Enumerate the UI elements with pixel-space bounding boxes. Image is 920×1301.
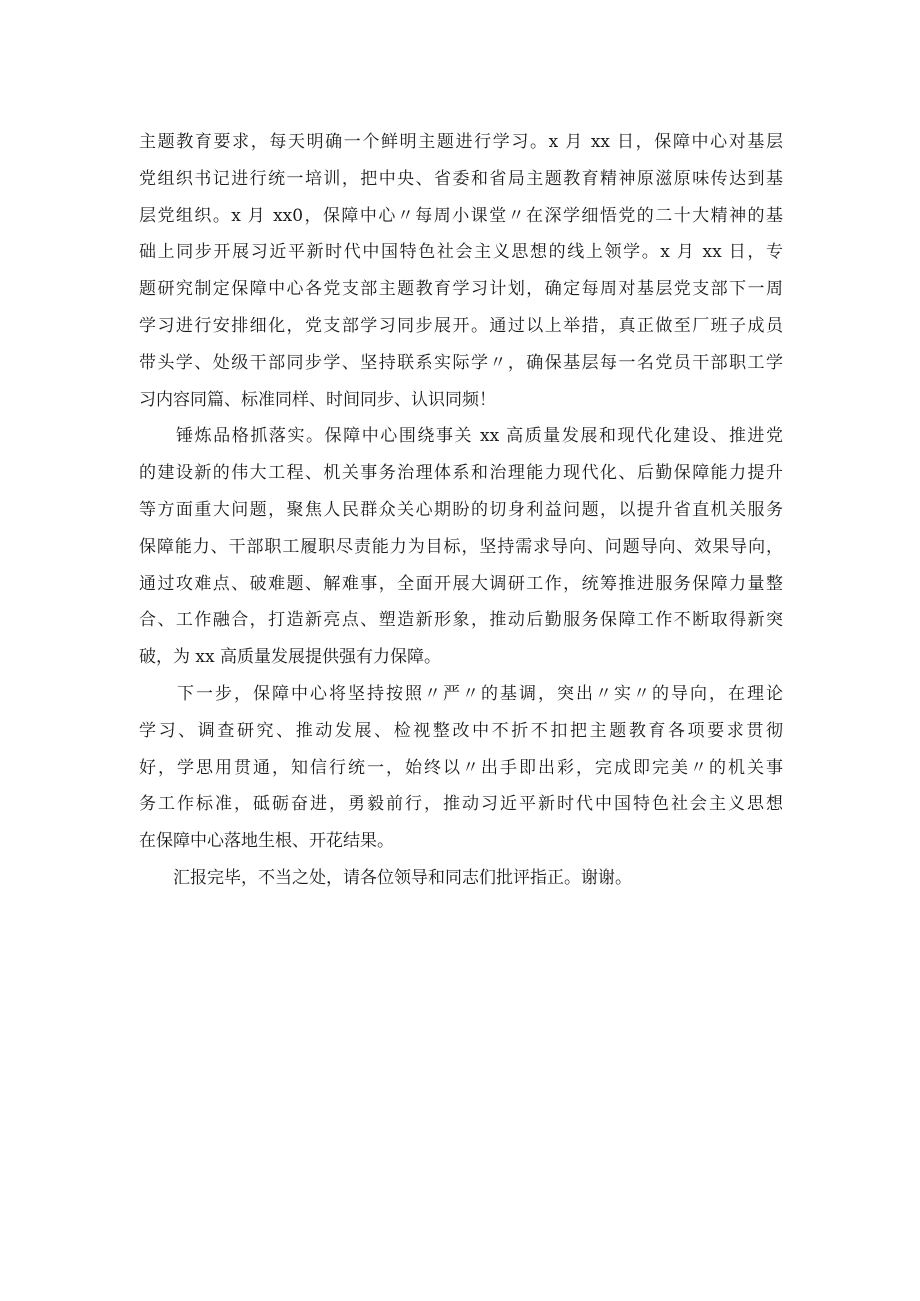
paragraph: [139, 418, 783, 676]
paragraph-line: 带头学、处级干部同步学、坚持联系实际学〃，确保基层每一名党员干部职工学: [139, 352, 783, 373]
paragraph-line: 层党组织。x 月 xx0，保障中心〃每周小课堂〃在深学细悟党的二十大精神的基: [139, 205, 783, 226]
paragraph-line: 等方面重大问题，聚焦人民群众关心期盼的切身利益问题，以提升省直机关服务: [139, 499, 783, 520]
paragraph-line: 学习、调查研究、推动发展、检视整改中不折不扣把主题教育各项要求贯彻: [139, 720, 783, 741]
paragraph-line: 党组织书记进行统一培训，把中央、省委和省局主题教育精神原滋原味传达到基: [139, 168, 783, 189]
paragraph-line: 保障能力、干部职工履职尽责能力为目标，坚持需求导向、问题导向、效果导向，: [139, 536, 783, 557]
paragraph-line: 破，为 xx 高质量发展提供强有力保障。: [139, 647, 441, 668]
paragraph: [139, 124, 783, 418]
paragraph-line: 锤炼品格抓落实。保障中心围绕事关 xx 高质量发展和现代化建设、推进党: [139, 426, 783, 447]
paragraph-line: 在保障中心落地生根、开花结果。: [139, 831, 394, 852]
document-body: [139, 124, 783, 897]
paragraph-line: 好，学思用贯通，知信行统一，始终以〃出手即出彩，完成即完美〃的机关事: [139, 757, 783, 778]
paragraph-line: 学习进行安排细化，党支部学习同步展开。通过以上举措，真正做至厂班子成员: [139, 315, 783, 336]
paragraph-line: 下一步，保障中心将坚持按照〃严〃的基调，突出〃实〃的导向，在理论: [139, 683, 783, 704]
paragraph: [139, 676, 783, 860]
paragraph-line: 通过攻难点、破难题、解难事，全面开展大调研工作，统筹推进服务保障力量整: [139, 573, 783, 594]
paragraph-line: 务工作标准，砥砺奋进，勇毅前行，推动习近平新时代中国特色社会主义思想: [139, 794, 783, 815]
paragraph-line: 汇报完毕，不当之处，请各位领导和同志们批评指正。谢谢。: [139, 867, 632, 888]
paragraph-line: 合、工作融合，打造新亮点、塑造新形象，推动后勤服务保障工作不断取得新突: [139, 610, 783, 631]
paragraph-line: 础上同步开展习近平新时代中国特色社会主义思想的线上领学。x 月 xx 日，专: [139, 242, 783, 263]
paragraph-line: 的建设新的伟大工程、机关事务治理体系和治理能力现代化、后勤保障能力提升: [139, 463, 783, 484]
paragraph-line: 题研究制定保障中心各党支部主题教育学习计划，确定每周对基层党支部下一周: [139, 279, 783, 300]
paragraph-line: 习内容同篇、标准同样、时间同步、认识同频！: [139, 389, 496, 410]
paragraph-line: 主题教育要求，每天明确一个鲜明主题进行学习。x 月 xx 日，保障中心对基层: [139, 132, 783, 152]
paragraph: [139, 860, 783, 897]
